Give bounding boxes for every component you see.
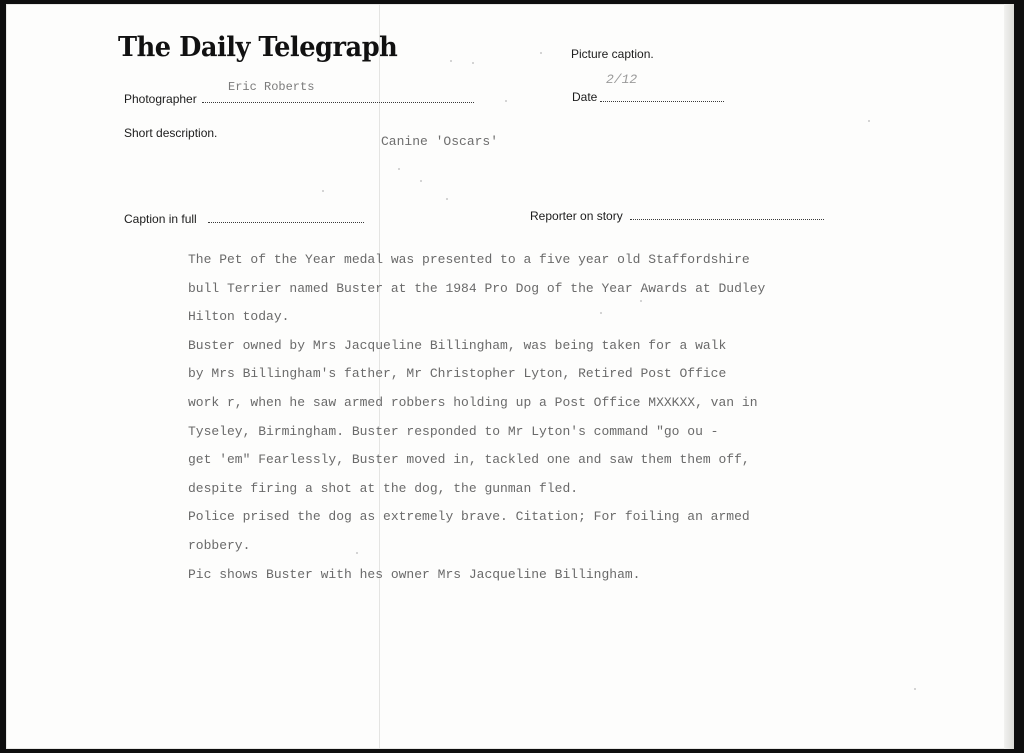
picture-caption-label: Picture caption. xyxy=(571,47,654,61)
caption-line: work r, when he saw armed robbers holding up a Post Office MXXKXX, van in xyxy=(188,394,758,410)
paper-edge xyxy=(1004,4,1014,749)
caption-line: Hilton today. xyxy=(188,309,290,325)
date-dotted-line xyxy=(600,101,724,102)
caption-line: Pic shows Buster with hes owner Mrs Jacqueline Billingham. xyxy=(188,566,641,582)
ink-speck xyxy=(472,62,474,64)
reporter-dotted-line xyxy=(630,219,824,220)
short-description-value: Canine 'Oscars' xyxy=(381,134,499,149)
caption-line: Buster owned by Mrs Jacqueline Billingham, was being taken for a walk xyxy=(188,337,727,353)
ink-speck xyxy=(446,198,448,200)
ink-speck xyxy=(356,552,358,554)
caption-in-full-label: Caption in full xyxy=(124,212,197,226)
date-label: Date xyxy=(572,90,598,104)
ink-speck xyxy=(914,688,916,690)
reporter-label: Reporter on story xyxy=(530,209,623,223)
caption-line: The Pet of the Year medal was presented to a five year old Staffordshire xyxy=(188,252,750,267)
photographer-value: Eric Roberts xyxy=(228,80,315,94)
ink-speck xyxy=(640,300,642,302)
caption-line: Tyseley, Birmingham. Buster responded to Mr Lyton's command "go ou - xyxy=(188,423,719,439)
short-description-label: Short description. xyxy=(124,126,218,140)
photographer-label: Photographer xyxy=(124,92,197,106)
caption-line: Police prised the dog as extremely brave. Citation; For foiling an armed xyxy=(188,509,750,525)
ink-speck xyxy=(322,190,324,192)
caption-line: despite firing a shot at the dog, the gunman fled. xyxy=(188,480,579,496)
date-value: 2/12 xyxy=(606,72,638,87)
ink-speck xyxy=(600,312,602,314)
ink-speck xyxy=(505,100,507,102)
masthead-logo: The Daily Telegraph xyxy=(118,32,398,63)
caption-line: by Mrs Billingham's father, Mr Christopher Lyton, Retired Post Office xyxy=(188,366,727,382)
ink-speck xyxy=(540,52,542,54)
ink-speck xyxy=(420,180,422,182)
ink-speck xyxy=(868,120,870,122)
ink-speck xyxy=(398,168,400,170)
caption-line: bull Terrier named Buster at the 1984 Pro Dog of the Year Awards at Dudley xyxy=(188,280,766,296)
caption-line: get 'em" Fearlessly, Buster moved in, tackled one and saw them them off, xyxy=(188,452,750,468)
caption-body xyxy=(188,246,765,589)
caption-line: robbery. xyxy=(188,537,251,553)
ink-speck xyxy=(450,60,452,62)
photographer-dotted-line xyxy=(202,102,474,103)
caption-dotted-line xyxy=(208,222,364,223)
